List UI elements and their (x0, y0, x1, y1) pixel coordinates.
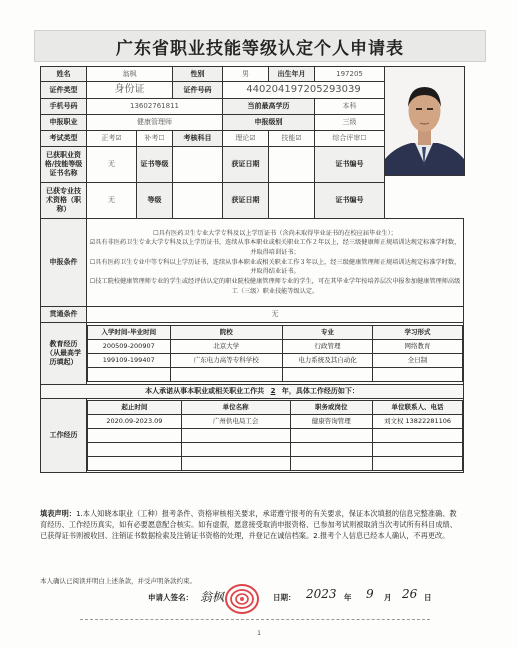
page-number: 1 (257, 630, 261, 637)
gender-label: 性别 (173, 67, 223, 82)
qual1-cert-label: 证书等级 (137, 147, 173, 183)
day-unit: 日 (424, 593, 432, 602)
edu-hist-label: 教育经历（从最高学历填起） (41, 323, 87, 385)
table-row (88, 340, 463, 354)
edu-history-table (87, 325, 463, 382)
job-value: 健康管理师 (87, 115, 223, 131)
edu-cell: 199109-199407 (88, 354, 171, 368)
level-value: 三级 (315, 115, 385, 131)
idno-value: 440204197205293039 (223, 82, 385, 99)
declaration-confirm: 本人确认已阅读并明白上述条款，并受声明条款约束。 (40, 577, 196, 585)
level-label: 申报级别 (223, 115, 315, 131)
edu-header: 专业 (283, 326, 373, 340)
exam-normal: 正考☑ (87, 131, 137, 147)
qual1-no-label: 证书编号 (315, 147, 385, 183)
edu-header: 入学时间-毕业时间 (88, 326, 171, 340)
signature-row (148, 588, 468, 608)
examtype-label: 考试类型 (41, 131, 87, 147)
subj-theory: 理论☑ (223, 131, 269, 147)
gender-value: 男 (223, 67, 269, 82)
work-label: 工作经历 (41, 399, 87, 473)
signature-label: 申请人签名： (148, 593, 193, 602)
edu-cell: 行政管理 (283, 340, 373, 354)
table-row (88, 368, 463, 382)
edu-cell: 全日制 (373, 354, 463, 368)
work-cell: 广州供电局工会 (181, 415, 290, 429)
footer-divider (80, 619, 430, 620)
work-header: 起止时间 (88, 401, 182, 415)
title-bar (34, 30, 486, 62)
signed-day: 26 (402, 587, 418, 601)
qual1-value: 无 (87, 147, 137, 183)
work-header: 职务或岗位 (290, 401, 373, 415)
work-years: 2 (270, 387, 276, 396)
idno-label: 证件号码 (173, 82, 223, 99)
edu-header: 学习形式 (373, 326, 463, 340)
through-label: 贯通条件 (41, 307, 87, 323)
table-row (88, 429, 463, 443)
idtype-value: 身份证 (87, 82, 173, 99)
page-title: 广东省职业技能等级认定个人申请表 (116, 38, 404, 59)
handwritten-signature: 翁枫 (200, 590, 225, 604)
cond-item: ☐具有医药卫生专业大学专科及以上学历证书（含尚未取得毕业证书的在校应届毕业生）； (153, 229, 397, 237)
edu-value: 本科 (315, 99, 385, 115)
cond-label: 申报条件 (41, 219, 87, 307)
date-label: 日期： (273, 593, 296, 602)
work-header: 单位联系人、电话 (373, 401, 463, 415)
qual2-label: 已获专业技术资格（职称） (41, 183, 87, 219)
edu-cell: 北京大学 (170, 340, 283, 354)
year-unit: 年 (344, 593, 352, 602)
idtype-label: 证件类型 (41, 82, 87, 99)
birth-label: 出生年月 (269, 67, 315, 82)
phone-label: 手机号码 (41, 99, 87, 115)
subj-skill: 技能☑ (269, 131, 315, 147)
cond-item: ☑具有非医药卫生专业大学专科及以上学历证书，连续从事本职业或相关职业工作２年以上，经三级健康师正规培训达规定标准学时数，并取得培训证书； (89, 239, 461, 257)
declaration-heading: 填表声明： (40, 509, 76, 518)
portrait-image (385, 67, 464, 175)
table-row (88, 443, 463, 457)
work-history-table (87, 400, 463, 471)
table-row (88, 354, 463, 368)
declaration (40, 509, 463, 541)
job-label: 申报职业 (41, 115, 87, 131)
month-unit: 月 (384, 593, 392, 602)
edu-header: 院校 (170, 326, 283, 340)
qual2-no-label: 证书编号 (315, 183, 385, 219)
signed-year: 2023 (306, 587, 337, 601)
table-row (88, 457, 463, 471)
exam-makeup: 补考☐ (137, 131, 173, 147)
edu-cell: 广东电力高等专科学校 (170, 354, 283, 368)
work-cell: 2020.09-2023.09 (88, 415, 182, 429)
applicant-photo (384, 66, 465, 176)
subj-review: 综合评审☐ (315, 131, 385, 147)
edu-cell: 网络教育 (373, 340, 463, 354)
edu-label: 当前最高学历 (223, 99, 315, 115)
work-cell: 刘文权 13822281106 (373, 415, 463, 429)
edu-cell: 200509-200907 (88, 340, 171, 354)
cond-list (87, 219, 464, 307)
table-row (88, 415, 463, 429)
cond-item: ☐具有医药卫生专业中等专科以上学历证书，连续从事本职业或相关职业工作３年以上，经三级健康管理师正规培训达规定标准学时数，并取得结业证书。 (89, 258, 461, 276)
red-fingerprint-icon (222, 582, 262, 616)
qual2-value: 无 (87, 183, 137, 219)
qual2-cert-label: 等级 (137, 183, 173, 219)
edu-cell: 电力系统及其自动化 (283, 354, 373, 368)
work-cell: 健康咨询管理 (290, 415, 373, 429)
qual1-date-label: 获证日期 (223, 147, 269, 183)
work-commit: 本人承诺从事本职业或相关职业工作共 2 年，具体工作经历如下： (41, 385, 464, 399)
work-header: 单位名称 (181, 401, 290, 415)
qual2-date-label: 获证日期 (223, 183, 269, 219)
phone-value: 13602761811 (87, 99, 223, 115)
name-label: 姓名 (41, 67, 87, 82)
signed-month: 9 (366, 587, 374, 601)
subject-label: 考核科目 (173, 131, 223, 147)
birth-value: 197205 (315, 67, 385, 82)
cond-item: ☐技工院校健康管理师专业的学生或经评估认定的职业院校健康管理师专业的学生，可在其毕业学年按培养层次申报参加健康管理师高级工（三级）职业技能等级认定。 (89, 277, 461, 295)
through-value: 无 (87, 307, 464, 323)
declaration-text: 1.本人知晓本职业（工种）报考条件、资格审核相关要求，承诺遵守报考的有关要求，保证本次填报的信息完整准确、教育经历、工作经历真实，如有必要愿意配合核实。如有虚假，愿意接受取消申报资格、已参加考试则被取消当次考试所有科目成绩、已获得证书则被收回、注销证书数据检索及注销证书资格的处理，并登记在诚信档案。2.报考个人信息已经本人确认，不再更改。 (40, 509, 457, 540)
name-value: 翁枫 (87, 67, 173, 82)
qual1-label: 已获职业资格/技能等级证书名称 (41, 147, 87, 183)
